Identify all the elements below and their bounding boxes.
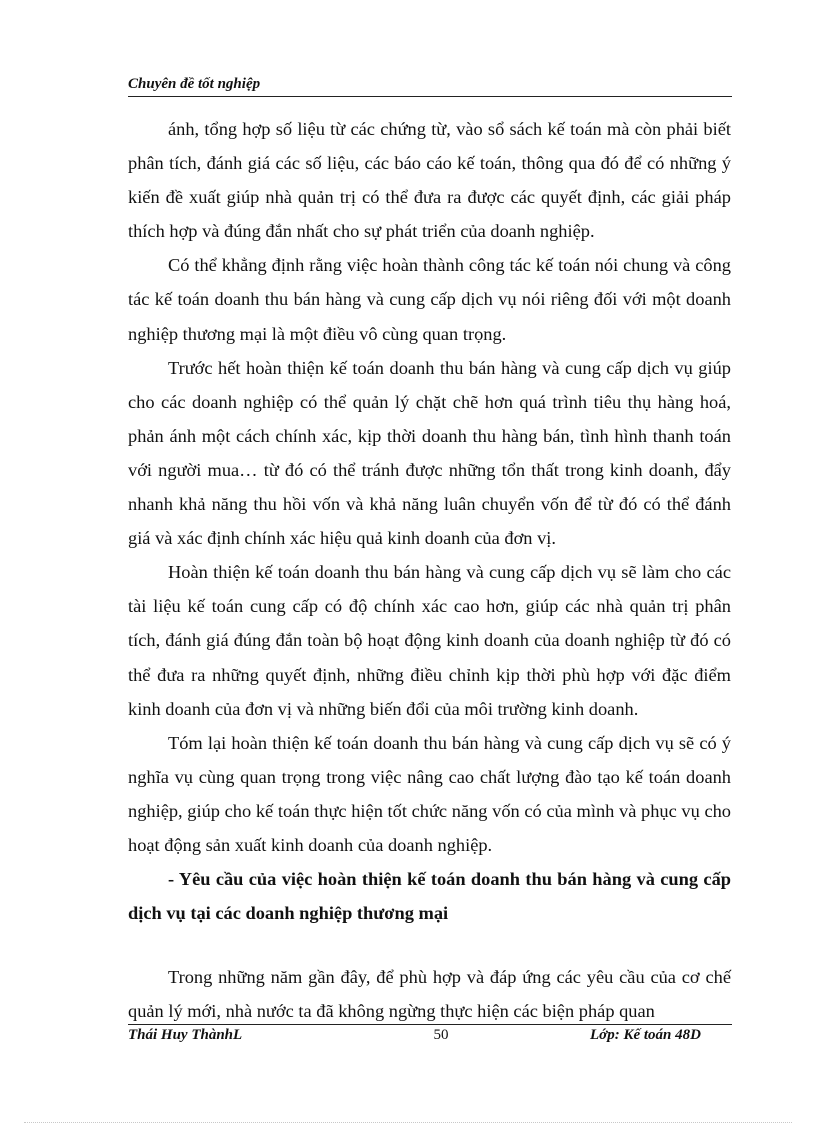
header-rule (128, 96, 732, 97)
footer-author: Thái Huy ThànhL (128, 1027, 243, 1043)
footer-rule (128, 1024, 732, 1025)
paragraph-5: Tóm lại hoàn thiện kế toán doanh thu bán hàng và cung cấp dịch vụ sẽ có ý nghĩa vụ cùng quan trọng trong việc nâng cao chất lượng đào tạo kế toán doanh nghiệp, giúp cho kế toán thực hiện tốt chức năng vốn có của mình và phục vụ cho hoạt động sản xuất kinh doanh của doanh nghiệp. (128, 732, 731, 855)
paragraph-1: ánh, tổng hợp số liệu từ các chứng từ, vào sổ sách kế toán mà còn phải biết phân tích, đánh giá các số liệu, các báo cáo kế toán, thông qua đó để có những ý kiến đề xuất giúp nhà quản trị có thể đưa ra được các quyết định, các giải pháp thích hợp và đúng đắn nhất cho sự phát triển của doanh nghiệp. (128, 119, 731, 242)
document-body (128, 112, 731, 1028)
requirement-heading: - Yêu cầu của việc hoàn thiện kế toán doanh thu bán hàng và cung cấp dịch vụ tại các doanh nghiệp thương mại (128, 869, 731, 924)
footer-class-label: Lớp: Kế toán 48D (590, 1027, 701, 1043)
paragraph-4: Hoàn thiện kế toán doanh thu bán hàng và cung cấp dịch vụ sẽ làm cho các tài liệu kế toán cung cấp có độ chính xác cao hơn, giúp các nhà quản trị phân tích, đánh giá đúng đắn toàn bộ hoạt động kinh doanh của doanh nghiệp từ đó có thể đưa ra những quyết định, những điều chỉnh kịp thời phù hợp với đặc điểm kinh doanh của đơn vị và những biến đổi của môi trường kinh doanh. (128, 562, 731, 719)
paragraph-6: Trong những năm gần đây, để phù hợp và đáp ứng các yêu cầu của cơ chế quản lý mới, nhà nước ta đã không ngừng thực hiện các biện pháp quan (128, 967, 731, 1022)
paragraph-2: Có thể khẳng định rằng việc hoàn thành công tác kế toán nói chung và công tác kế toán doanh thu bán hàng và cung cấp dịch vụ nói riêng đối với một doanh nghiệp thương mại là một điều vô cùng quan trọng. (128, 255, 731, 344)
page-header-title: Chuyên đề tốt nghiệp (128, 76, 261, 92)
paragraph-3: Trước hết hoàn thiện kế toán doanh thu bán hàng và cung cấp dịch vụ giúp cho các doanh nghiệp có thể quản lý chặt chẽ hơn quá trình tiêu thụ hàng hoá, phản ánh một cách chính xác, kịp thời doanh thu hàng bán, tình hình thanh toán với người mua… từ đó có thể tránh được những tổn thất trong kinh doanh, đẩy nhanh khả năng thu hồi vốn và khả năng luân chuyển vốn để từ đó có thể đánh giá và xác định chính xác hiệu quả kinh doanh của đơn vị. (128, 357, 731, 549)
page-number: 50 (433, 1027, 449, 1043)
